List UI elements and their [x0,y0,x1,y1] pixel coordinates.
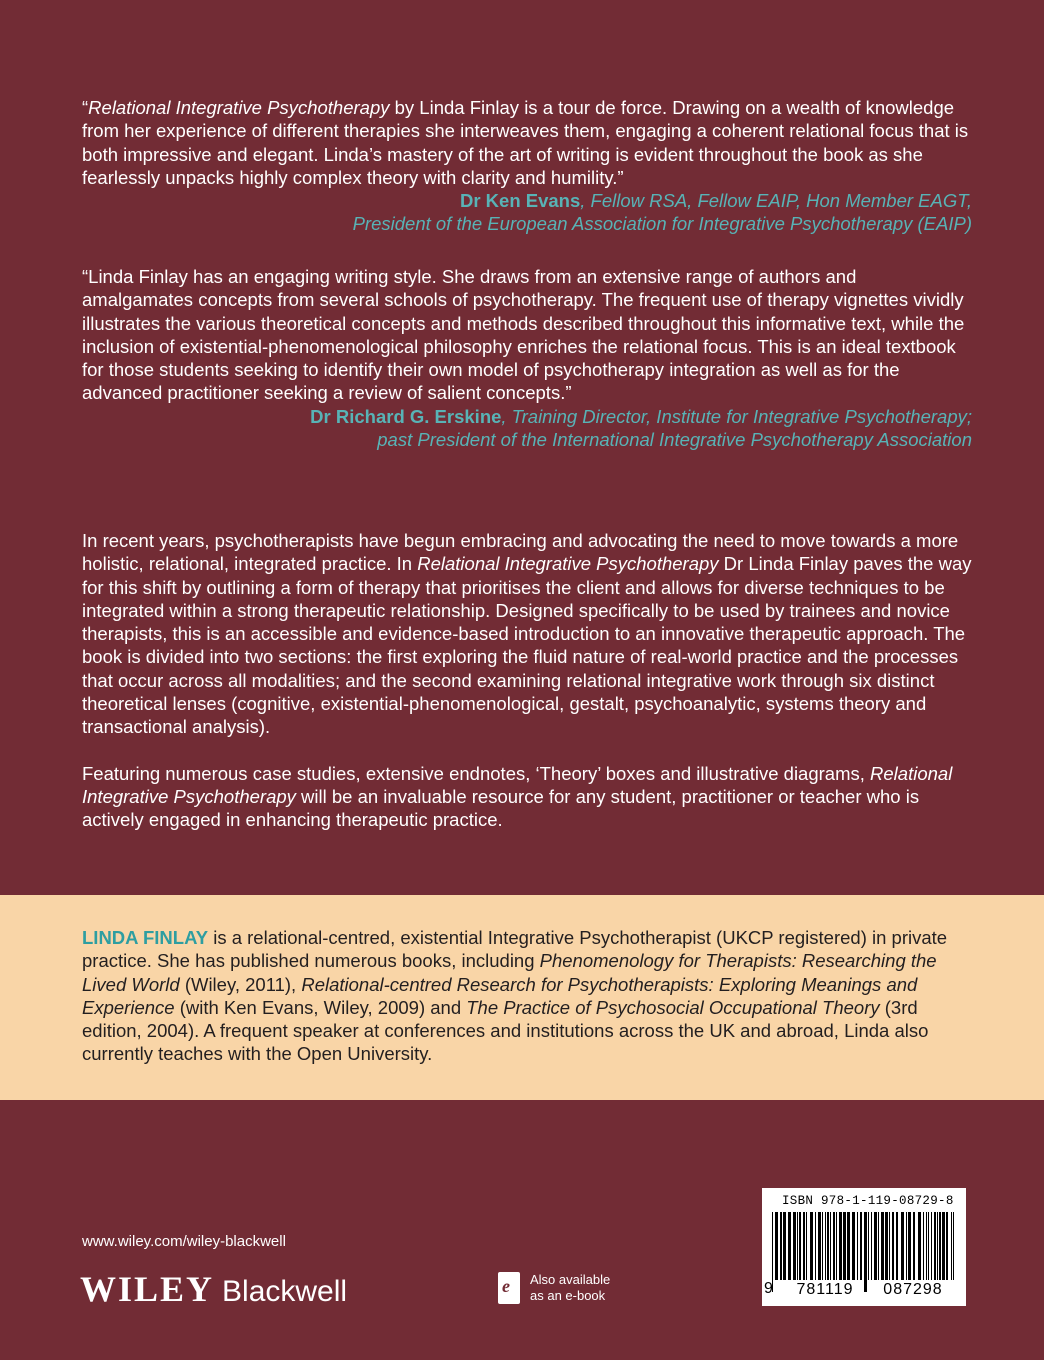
barcode-bar [885,1212,888,1280]
barcode-bar [942,1212,945,1280]
ebook-label: Also available as an e-book [530,1272,611,1303]
barcode-bar [892,1212,894,1280]
barcode-bar [908,1212,911,1280]
barcode-bar [946,1212,948,1280]
quote-erskine-text: “Linda Finlay has an engaging writing style. She draws from an extensive range of authors and amalgamates concepts from several schools of psychotherapy. The frequent use of therapy vignettes vividly illustrates the various theoretical concepts and methods described throughout this informative text, while the inclusion of existential-phenomenological philosophy enriches the relational focus. This is an ideal textbook for those students seeking to identify their own model of psychotherapy integration as well as for the advanced practitioner seeking a review of salient concepts.” [82,266,965,404]
barcode-bar [810,1212,813,1280]
barcode-digit-first: 9 [764,1280,773,1297]
quote-erskine-author: Dr Richard G. Erskine [310,405,502,427]
quote-evans-attribution: Dr Ken Evans, Fellow RSA, Fellow EAIP, Hon Member EAGT, President of the European Association for Integrative Psychotherapy (EAIP) [352,190,972,235]
barcode-bar [783,1212,786,1280]
barcode-bar [827,1212,829,1280]
barcode-bar [860,1212,862,1280]
barcode-bar [923,1212,924,1280]
barcode-bar [953,1212,954,1280]
barcode-bar [906,1212,907,1280]
barcode-bar [937,1212,938,1280]
quote-evans-text: “Relational Integrative Psychotherapy by Linda Finlay is a tour de force. Drawing on a wealth of knowledge from her experience of different therapies she interweaves them, engaging a coherent relational focus that is both impressive and elegant. Linda’s mastery of the art of writing is evident throughout the book as she fearlessly unpacks highly complex theory with clarity and humility.” [82,97,969,188]
quote-evans-author: Dr Ken Evans [459,190,581,212]
ebook-availability [498,1272,610,1304]
barcode-bar [874,1212,877,1280]
barcode-bar [822,1212,823,1280]
barcode-bar [830,1212,831,1280]
barcode-bar [928,1212,929,1280]
quote-evans [82,96,972,236]
barcode-bar [843,1212,846,1280]
author-name: LINDA FINLAY [82,927,209,948]
barcode-bar [878,1212,879,1280]
barcode-bar [780,1212,782,1280]
barcode-bar [931,1212,932,1280]
e-book-icon: e [498,1272,520,1304]
barcode-bar [889,1212,890,1280]
author-bio-band [0,895,1044,1100]
barcode-digits-group1: 781119 [786,1281,864,1299]
barcode-bar [871,1212,872,1280]
barcode-bar [934,1212,936,1280]
barcode-bar [836,1212,837,1280]
barcode-bar [901,1212,904,1280]
blackwell-wordmark: Blackwell [222,1275,348,1308]
barcode-bar [818,1212,821,1280]
barcode-bar [896,1212,898,1280]
barcode-bar [775,1212,778,1280]
barcode-icon [770,1212,958,1292]
barcode-bar [833,1212,835,1280]
barcode-bar [951,1212,952,1280]
isbn-label: ISBN 978-1-119-08729-8 [782,1194,954,1208]
barcode-bar [913,1212,915,1280]
barcode-bar [868,1212,869,1280]
barcode-bar [839,1212,842,1280]
wiley-blackwell-logo [80,1268,347,1310]
quote-evans-book-title: Relational Integrative Psychotherapy [88,97,390,118]
barcode-bar [881,1212,884,1280]
barcode-bar [847,1212,850,1280]
barcode-bar [864,1212,867,1292]
barcode-bar [797,1212,798,1280]
barcode-bar [793,1212,796,1280]
barcode-bar [825,1212,826,1280]
wiley-wordmark: WILEY [80,1269,215,1309]
book-description [82,529,972,855]
barcode-bar [918,1212,921,1280]
barcode-bar [806,1212,807,1280]
barcode-digits-group2: 087298 [874,1281,952,1299]
barcode-bar [852,1212,855,1280]
description-paragraph-1: In recent years, psychotherapists have begun embracing and advocating the need to move towards a more holistic, relational, integrated practice. In Relational Integrative Psychotherapy Dr Linda Finlay paves the way for this shift by outlining a form of therapy that prioritises the client and allows for diverse techniques to be integrated within a strong therapeutic relationship. Designed specifically to be used by trainees and novice therapists, this is an accessible and evidence-based introduction to an innovative therapeutic approach. The book is divided into two sections: the first exploring the fluid nature of real-world practice and the processes that occur across all modalities; and the second examining relational integrative work through six distinct theoretical lenses (cognitive, existential-phenomenological, gestalt, psychoanalytic, systems theory and transactional analysis). [82,530,972,738]
isbn-barcode [762,1188,966,1306]
quote-erskine-attribution: Dr Richard G. Erskine, Training Director, Institute for Integrative Psychotherapy; past President of the International Integrative Psychotherapy Association [310,405,972,451]
description-paragraph-2: Featuring numerous case studies, extensive endnotes, ‘Theory’ boxes and illustrative diagrams, Relational Integrative Psychotherapy will be an invaluable resource for any student, practitioner or teacher who is actively engaged in enhancing therapeutic practice. [82,762,953,831]
quote-erskine [82,265,972,451]
barcode-bar [799,1212,801,1280]
author-bio: LINDA FINLAY is a relational-centred, existential Integrative Psychotherapist (UKCP registered) in private practice. She has published numerous books, including Phenomenology for Therapists: Researching the Lived World (Wiley, 2011), Relational-centred Research for Psychotherapists: Exploring Meanings and Experience (with Ken Evans, Wiley, 2009) and The Practice of Psychosocial Occupational Theory (3rd edition, 2004). A frequent speaker at conferences and institutions across the UK and abroad, Linda also currently teaches with the Open University. [82,927,948,1065]
barcode-bar [815,1212,816,1280]
barcode-bar [926,1212,927,1280]
barcode-bar [788,1212,791,1280]
barcode-bar [803,1212,805,1280]
publisher-website: www.wiley.com/wiley-blackwell [82,1233,286,1250]
barcode-bar [857,1212,858,1280]
barcode-bar [939,1212,941,1280]
